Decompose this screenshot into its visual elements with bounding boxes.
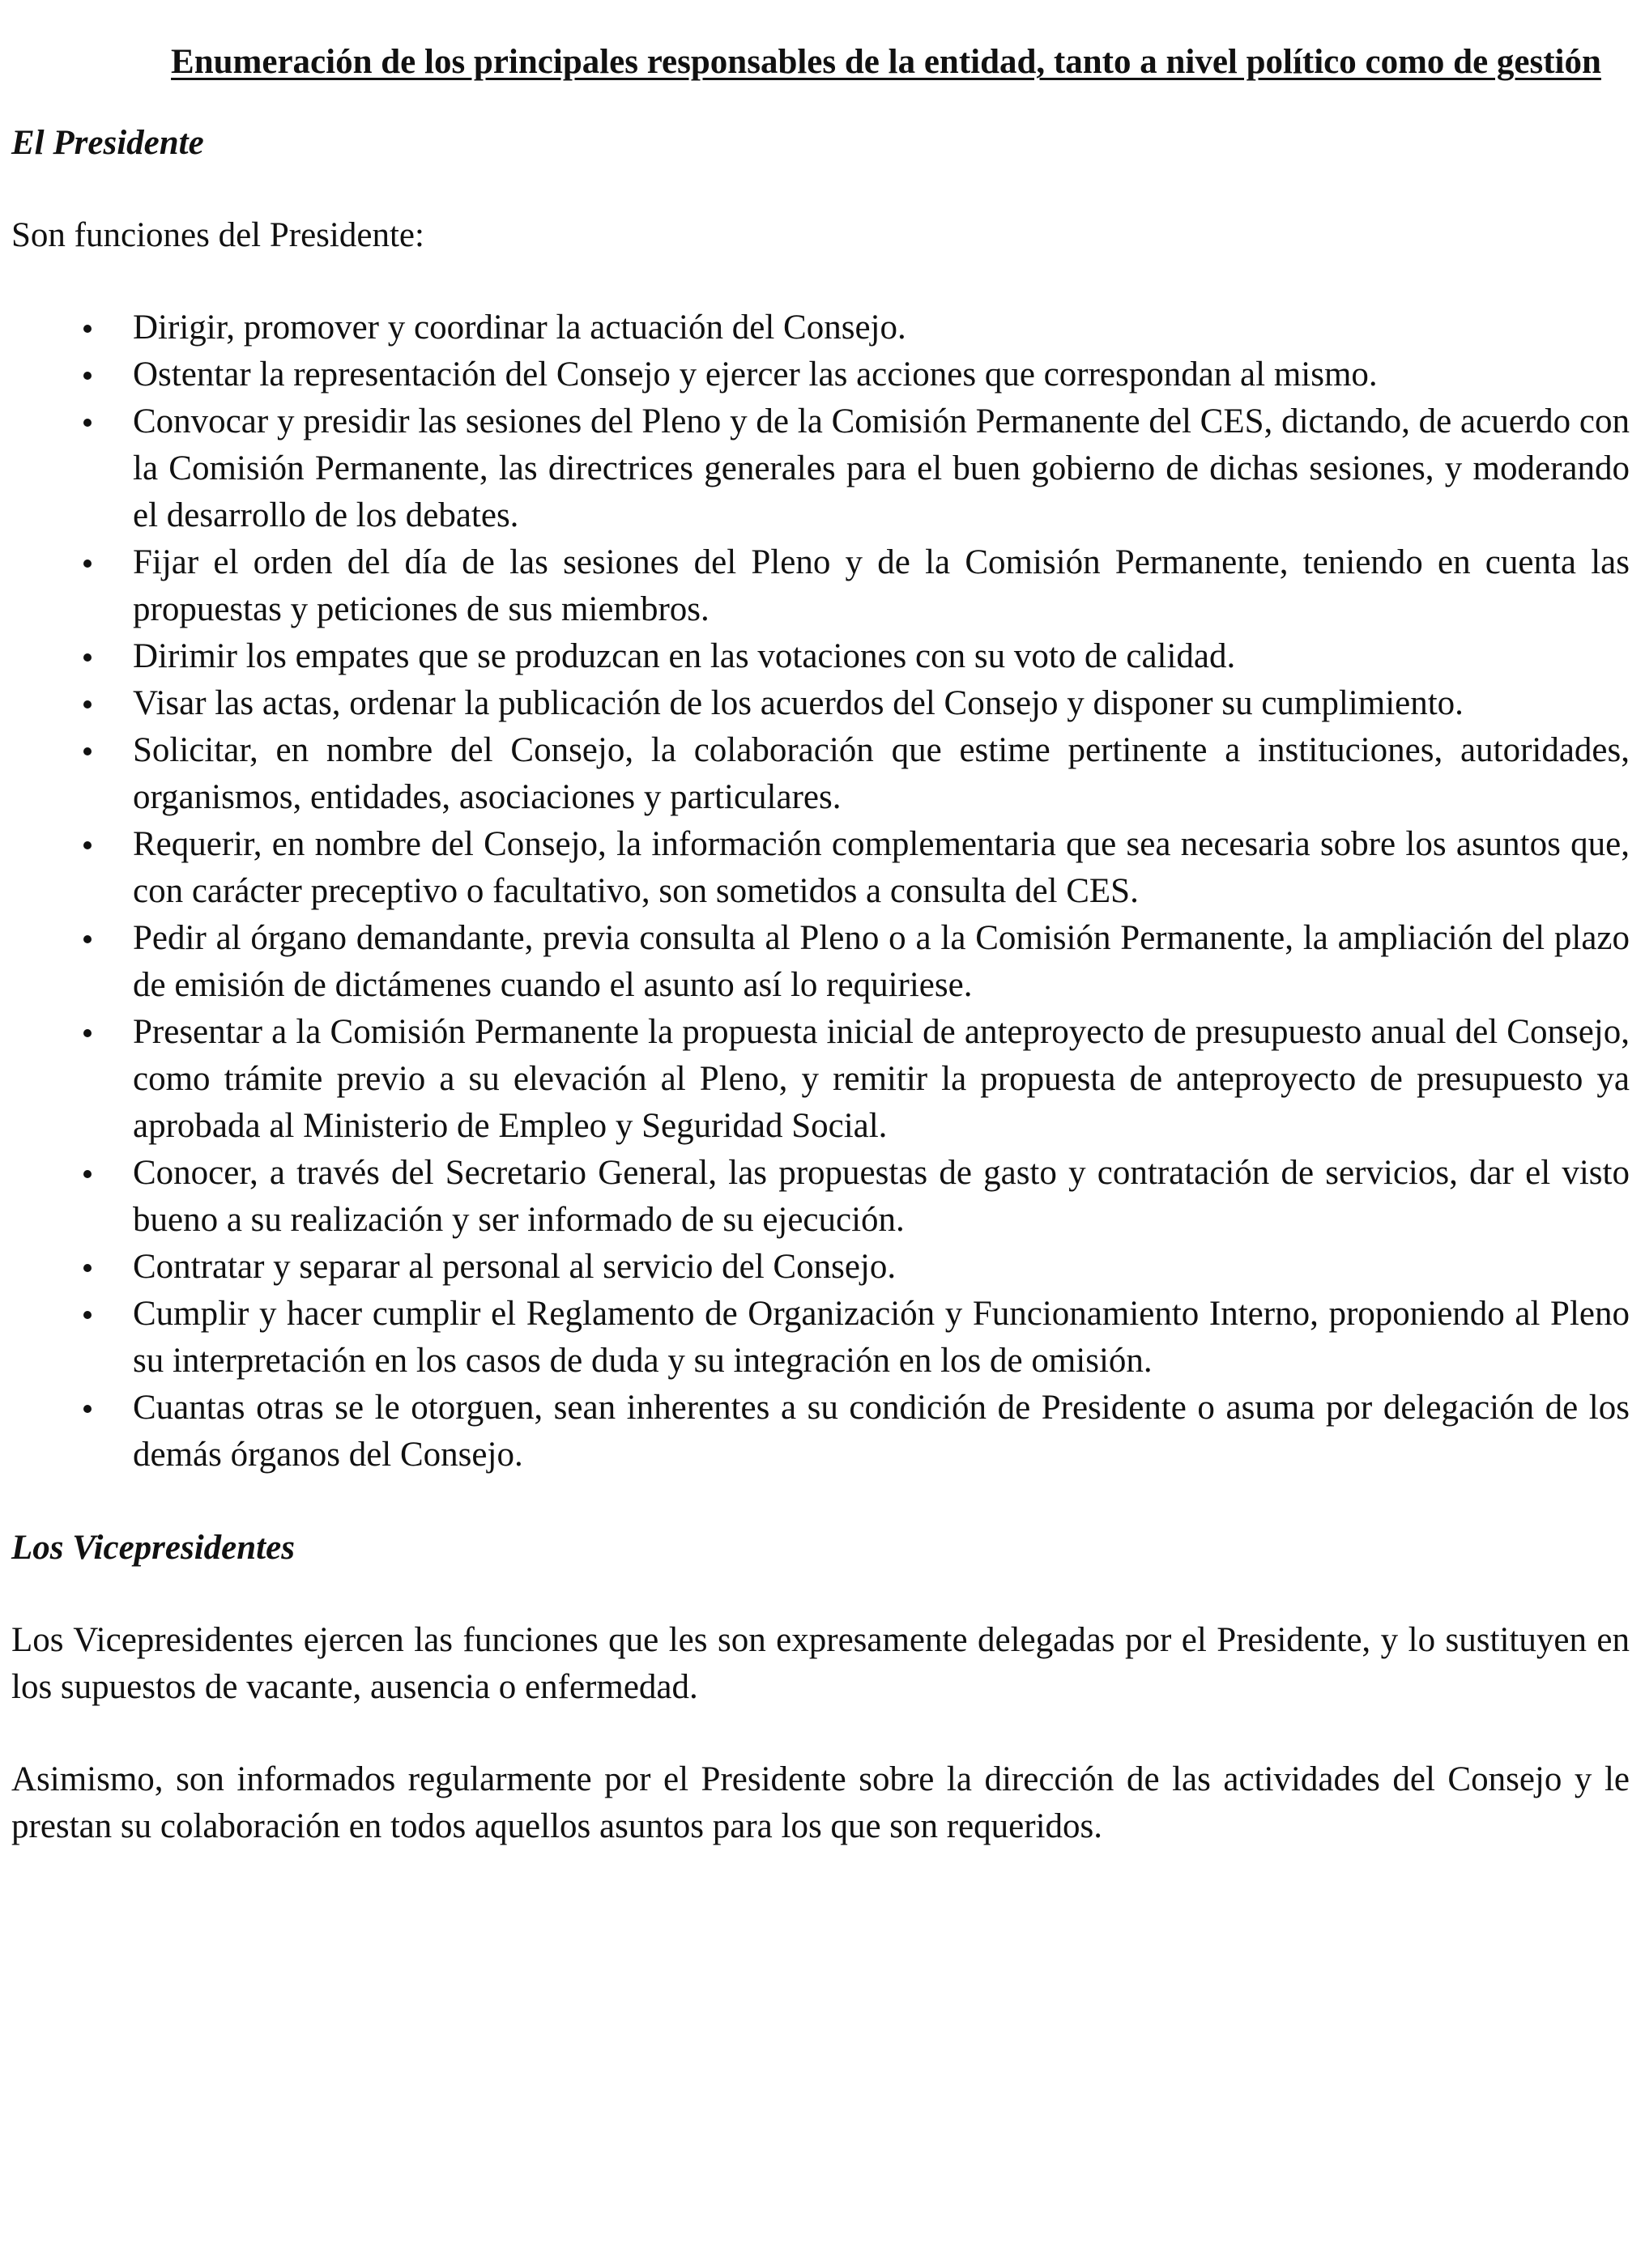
- list-item: [11, 351, 1630, 398]
- list-item: [11, 915, 1630, 1009]
- list-item: [11, 1291, 1630, 1385]
- list-item-text: Cumplir y hacer cumplir el Reglamento de Organización y Funcionamiento Interno, proponiendo al Pleno su interpretación en los casos de duda y su integración en los de omisión.: [133, 1295, 1630, 1380]
- list-item: [11, 1009, 1630, 1150]
- bullet-icon: [83, 841, 92, 849]
- list-item: [11, 398, 1630, 539]
- bullet-icon: [83, 653, 92, 662]
- list-item-text: Dirimir los empates que se produzcan en las votaciones con su voto de calidad.: [133, 637, 1236, 675]
- bullet-icon: [83, 1264, 92, 1272]
- bullet-icon: [83, 419, 92, 427]
- list-item-text: Cuantas otras se le otorguen, sean inherentes a su condición de Presidente o asuma por delegación de los demás órganos del Consejo.: [133, 1389, 1630, 1474]
- list-item-text: Requerir, en nombre del Consejo, la información complementaria que sea necesaria sobre los asuntos que, con carácter preceptivo o facultativo, son sometidos a consulta del CES.: [133, 825, 1630, 910]
- bullet-icon: [83, 560, 92, 568]
- bullet-icon: [83, 700, 92, 708]
- bullet-icon: [83, 1029, 92, 1037]
- document-page: [11, 39, 1630, 1850]
- list-item-text: Conocer, a través del Secretario General, las propuestas de gasto y contratación de servicios, dar el visto bueno a su realización y ser informado de su ejecución.: [133, 1154, 1630, 1239]
- list-item: [11, 680, 1630, 727]
- vicepresidents-paragraph: Los Vicepresidentes ejercen las funciones que les son expresamente delegadas por el Presidente, y lo sustituyen en los supuestos de vacante, ausencia o enfermedad.: [11, 1621, 1630, 1706]
- list-item-text: Presentar a la Comisión Permanente la propuesta inicial de anteproyecto de presupuesto anual del Consejo, como trámite previo a su elevación al Pleno, y remitir la propuesta de anteproyecto de presupuesto ya aprobada al Ministerio de Empleo y Seguridad Social.: [133, 1013, 1630, 1145]
- list-item: [11, 633, 1630, 680]
- list-item-text: Dirigir, promover y coordinar la actuación del Consejo.: [133, 308, 906, 347]
- list-item: [11, 727, 1630, 821]
- bullet-icon: [83, 935, 92, 943]
- list-item: [11, 1244, 1630, 1291]
- bullet-icon: [83, 747, 92, 755]
- list-item: [11, 1150, 1630, 1244]
- bullet-icon: [83, 1311, 92, 1319]
- bullet-icon: [83, 325, 92, 333]
- document-title: Enumeración de los principales responsables de la entidad, tanto a nivel político como de gestión: [171, 43, 1601, 81]
- bullet-icon: [83, 1405, 92, 1413]
- president-intro: Son funciones del Presidente:: [11, 216, 424, 254]
- list-item: [11, 304, 1630, 351]
- president-functions-list: [11, 304, 1630, 1479]
- list-item-text: Pedir al órgano demandante, previa consulta al Pleno o a la Comisión Permanente, la ampliación del plazo de emisión de dictámenes cuando el asunto así lo requiriese.: [133, 919, 1630, 1004]
- list-item-text: Convocar y presidir las sesiones del Pleno y de la Comisión Permanente del CES, dictando, de acuerdo con la Comisión Permanente, las directrices generales para el buen gobierno de dichas sesiones, y moderando el desarrollo de los debates.: [133, 402, 1630, 534]
- list-item-text: Fijar el orden del día de las sesiones del Pleno y de la Comisión Permanente, teniendo en cuenta las propuestas y peticiones de sus miembros.: [133, 543, 1630, 628]
- section-heading-president: El Presidente: [11, 124, 204, 162]
- list-item-text: Ostentar la representación del Consejo y ejercer las acciones que correspondan al mismo.: [133, 355, 1378, 394]
- list-item-text: Contratar y separar al personal al servicio del Consejo.: [133, 1248, 897, 1286]
- list-item: [11, 821, 1630, 915]
- bullet-icon: [83, 1170, 92, 1178]
- list-item: [11, 1385, 1630, 1479]
- section-heading-vicepresidents: Los Vicepresidentes: [11, 1529, 295, 1567]
- bullet-icon: [83, 372, 92, 380]
- list-item-text: Visar las actas, ordenar la publicación de los acuerdos del Consejo y disponer su cumplimiento.: [133, 684, 1464, 722]
- list-item: [11, 539, 1630, 633]
- list-item-text: Solicitar, en nombre del Consejo, la colaboración que estime pertinente a instituciones, autoridades, organismos, entidades, asociaciones y particulares.: [133, 731, 1630, 816]
- vicepresidents-paragraph: Asimismo, son informados regularmente por el Presidente sobre la dirección de las actividades del Consejo y le prestan su colaboración en todos aquellos asuntos para los que son requeridos.: [11, 1760, 1630, 1845]
